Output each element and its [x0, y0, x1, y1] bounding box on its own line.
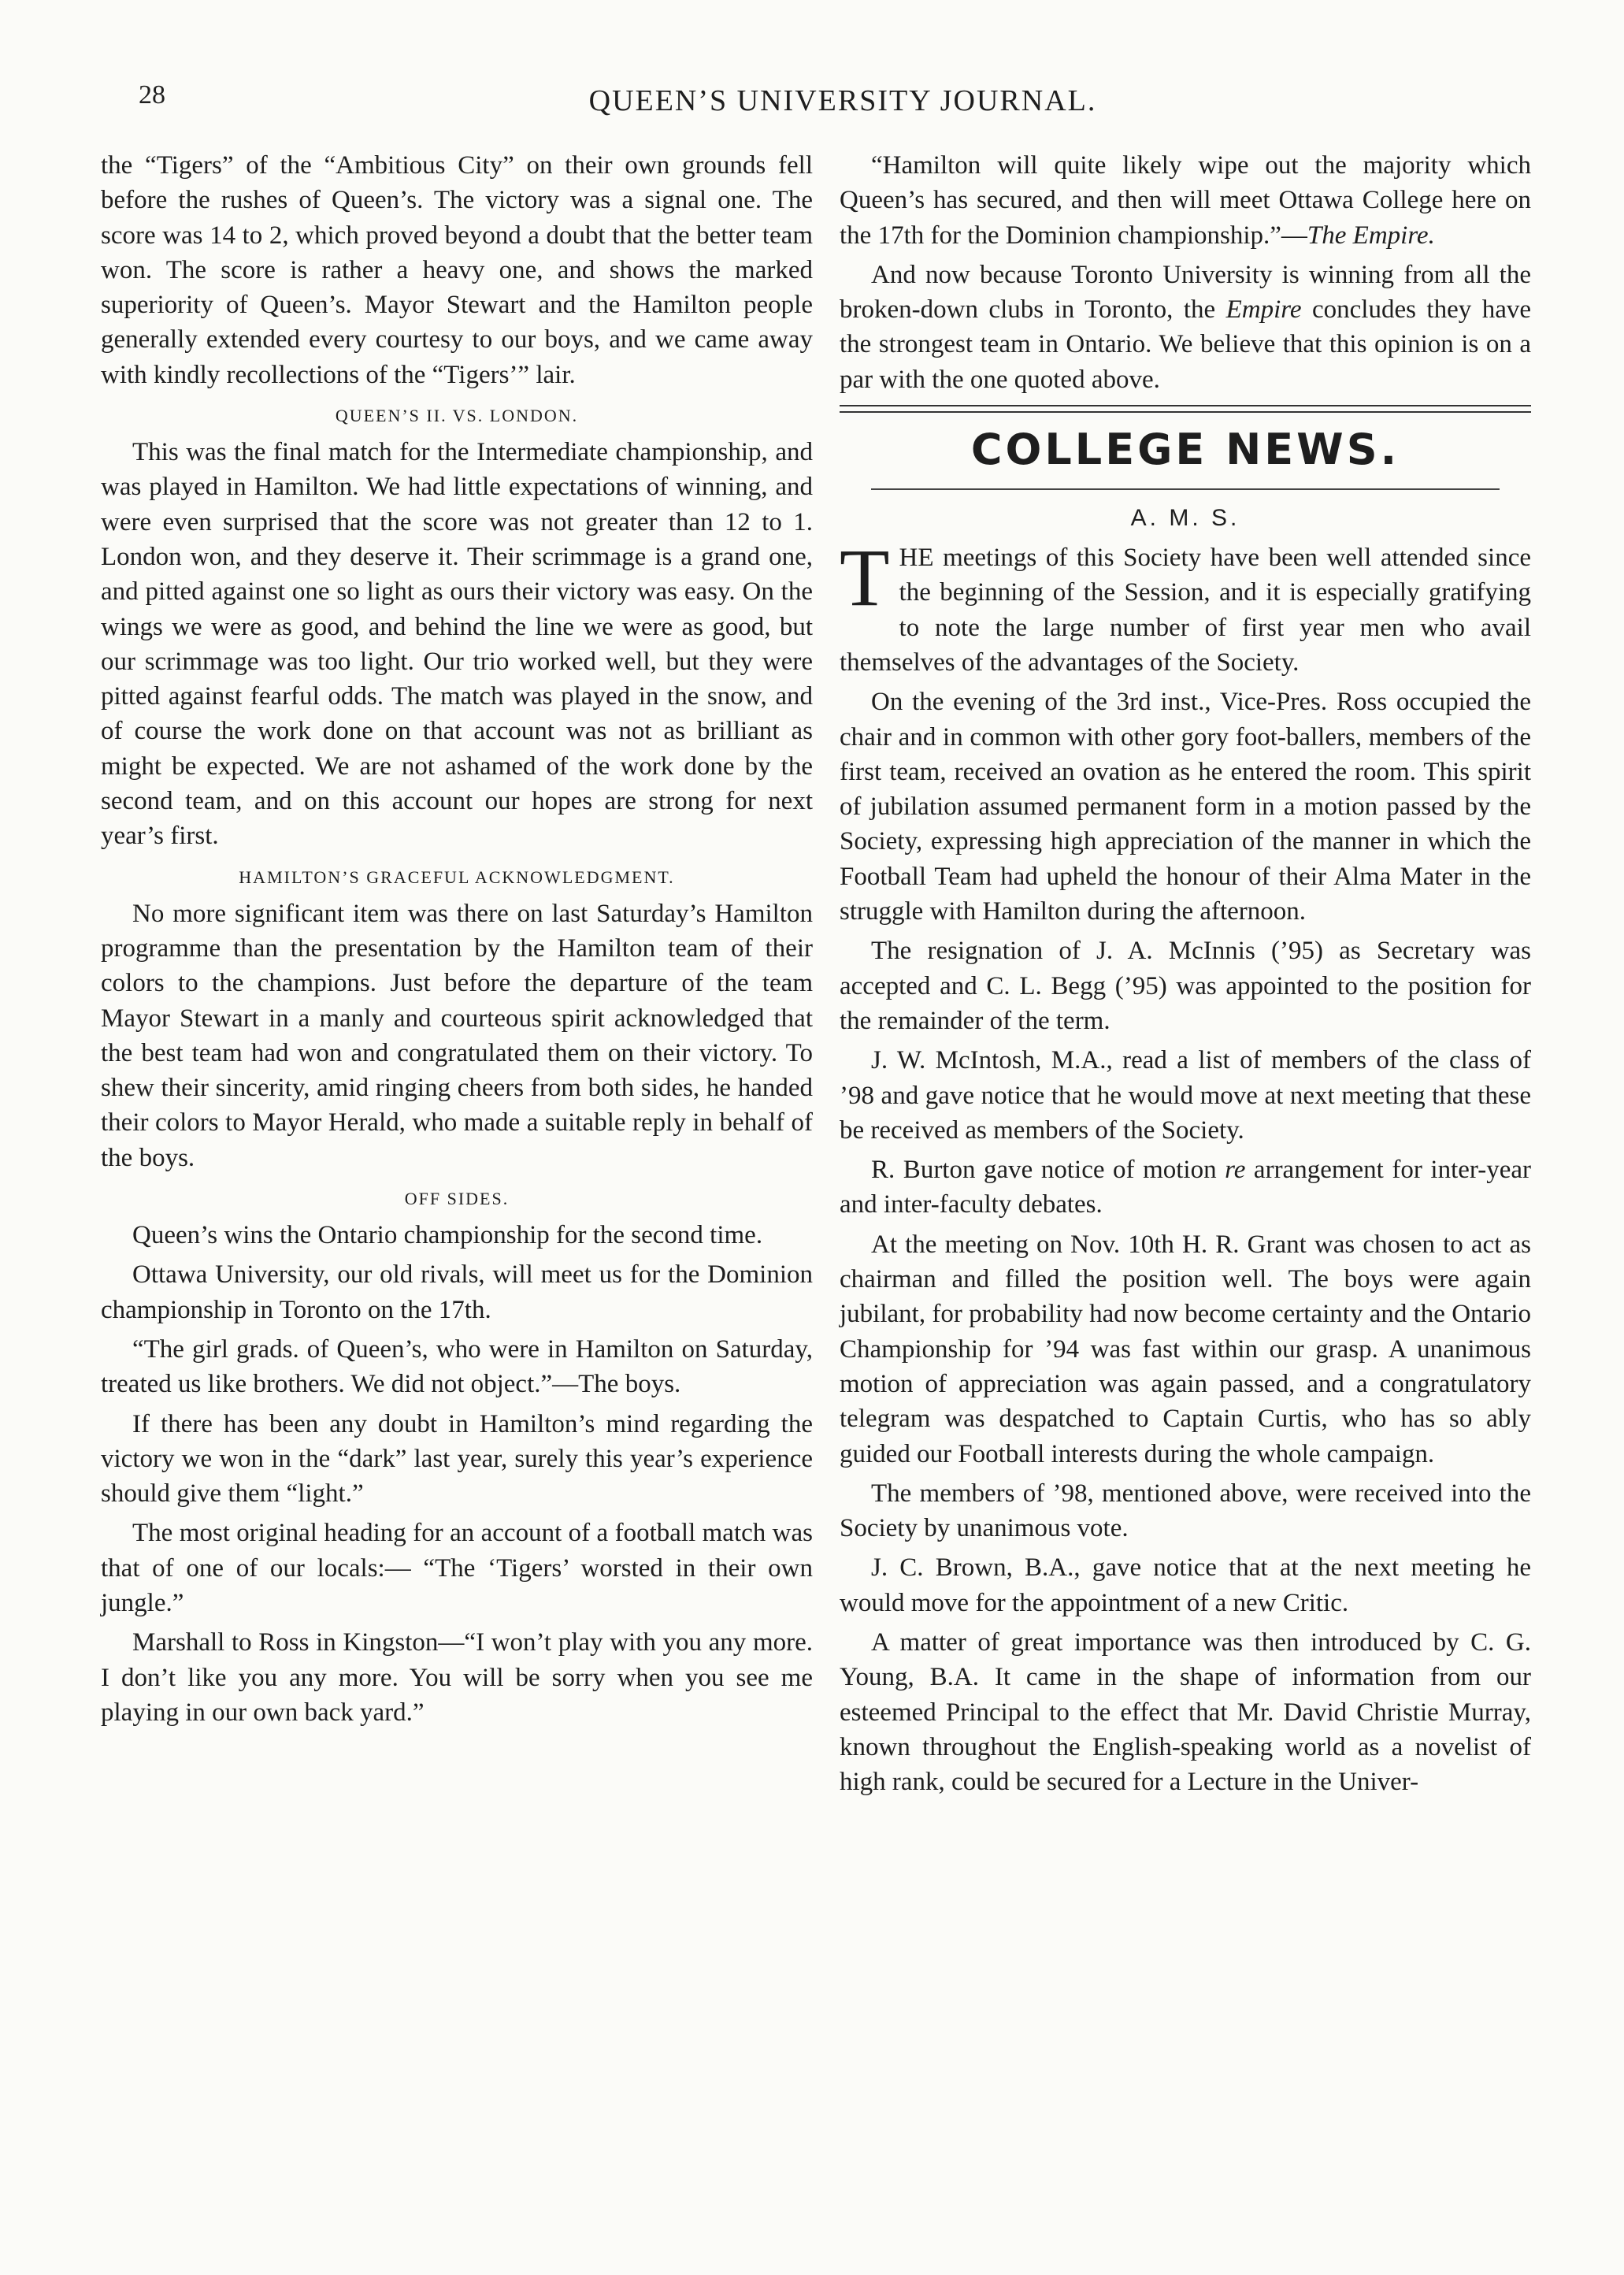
paragraph: A matter of great importance was then introduced by C. G. Young, B.A. It came in the shape of information from our esteemed Principal to the effect that Mr. David Christie Murray, known throughout the English-speaking world as a novelist of high rank, could be secured for a Lecture in the Univer-	[840, 1627, 1531, 1797]
page-number: 28	[139, 80, 165, 109]
paragraph: The members of ’98, mentioned above, were received into the Society by unanimous vote.	[840, 1479, 1531, 1543]
text-run: arrangement for inter-year and inter-faculty debates.	[840, 1156, 1531, 1219]
quote-source: The Empire.	[1307, 221, 1435, 250]
paragraph: No more significant item was there on last Saturday’s Hamilton programme than the presentation by the Hamilton team of their colors to the champions. Just before the departure of the team Mayor Stewart in a manly and courteous spirit acknowledged that the best team had won and congratulated them on their victory. To shew their sincerity, amid ringing cheers from both sides, he handed their colors to Mayor Herald, who made a suitable reply in behalf of the boys.	[101, 899, 813, 1172]
section-title-college-news: COLLEGE NEWS.	[970, 425, 1400, 475]
paragraph	[840, 148, 1531, 253]
paragraph: “The girl grads. of Queen’s, who were in Hamilton on Saturday, treated us like brothers. We did not object.”—The boys.	[101, 1334, 813, 1399]
paragraph: Queen’s wins the Ontario championship for the second time.	[132, 1221, 763, 1250]
paragraph: Marshall to Ross in Kingston—“I won’t play with you any more. I don’t like you any more. You will be sorry when you see me playing in our own back yard.”	[101, 1628, 813, 1727]
paragraph	[840, 258, 1531, 397]
italic-empire: Empire	[1225, 295, 1302, 325]
text-run: concludes they have the strongest team in Ontario. We believe that this opinion is on a par with the one quoted above.	[840, 295, 1532, 394]
paragraph: On the evening of the 3rd inst., Vice-Pres. Ross occupied the chair and in common with other gory foot-ballers, members of the first team, received an ovation as he entered the room. This spirit of jubilation assumed permanent form in a motion passed by the Society, expressing high appreciation of the manner in which the Football Team had upheld the honour of their Alma Mater in the struggle with Hamilton during the afternoon.	[840, 688, 1531, 926]
paragraph: J. W. McIntosh, M.A., read a list of members of the class of ’98 and gave notice that he would move at next meeting that these be received as members of the Society.	[840, 1046, 1531, 1145]
text-run: And now because Toronto University is winning from all the broken-down clubs in Toronto, the	[840, 260, 1531, 325]
paragraph: J. C. Brown, B.A., gave notice that at the next meeting he would move for the appointment of a new Critic.	[840, 1553, 1531, 1617]
paragraph: Ottawa University, our old rivals, will meet us for the Dominion championship in Toronto on the 17th.	[101, 1260, 813, 1324]
running-title: QUEEN’S UNIVERSITY JOURNAL.	[588, 84, 1097, 117]
subheading-queens-ii-vs-london: QUEEN’S II. VS. LONDON.	[335, 406, 579, 426]
text-run: R. Burton gave notice of motion	[871, 1156, 1225, 1185]
paragraph	[840, 533, 1531, 680]
paragraph: At the meeting on Nov. 10th H. R. Grant was chosen to act as chairman and filled the position well. The boys were again jubilant, for probability had now become certainty and the Ontario Championship for ’94 was fast within our grasp. A unanimous motion of appreciation was again passed, and a congratulatory telegram was despatched to Captain Curtis, who has so ably guided our Football interests during the whole campaign.	[840, 1230, 1531, 1468]
paragraph: If there has been any doubt in Hamilton’s mind regarding the victory we won in the “dark” last year, surely this year’s experience should give them “light.”	[101, 1409, 813, 1509]
subheading-ams: A. M. S.	[1130, 505, 1240, 532]
text-run: HE meetings of this Society have been well attended since the beginning of the Session, and it is especially gratifying to note the large number of first year men who avail themselves of the advantages of the Society.	[840, 544, 1531, 677]
paragraph: the “Tigers” of the “Ambitious City” on their own grounds fell before the rushes of Queen’s. The victory was a signal one. The score was 14 to 2, which proved beyond a doubt that the better team won. The score is rather a heavy one, and shows the marked superiority of Queen’s. Mayor Stewart and the Hamilton people generally extended every courtesy to our boys, and we came away with kindly recollections of the “Tigers’” lair.	[101, 151, 813, 389]
italic-re: re	[1225, 1156, 1246, 1185]
paragraph	[840, 1152, 1531, 1223]
rule-divider	[871, 488, 1500, 490]
drop-cap: T	[840, 533, 890, 624]
paragraph: The resignation of J. A. McInnis (’95) as Secretary was accepted and C. L. Begg (’95) was appointed to the position for the remainder of the term.	[840, 937, 1531, 1035]
paragraph: The most original heading for an account of a football match was that of one of our locals:— “The ‘Tigers’ worsted in their own jungle.”	[101, 1519, 813, 1617]
subheading-off-sides: OFF SIDES.	[404, 1189, 510, 1209]
paragraph: This was the final match for the Intermediate championship, and was played in Hamilton. We had little expectations of winning, and were even surprised that the score was not greater than 12 to 1. London won, and they deserve it. Their scrimmage is a grand one, and pitted against one so light as ours their victory was easy. On the wings we were as good, and behind the line we were as good, but our scrimmage was too light. Our trio worked well, but they were pitted against fearful odds. The match was played in the snow, and of course the work done on that account was not as brilliant as might be expected. We are not ashamed of the work done by the second team, and on this account our hopes are strong for next year’s first.	[101, 438, 813, 851]
double-rule-divider	[840, 405, 1531, 413]
right-column	[840, 148, 1531, 1804]
quote-text: “Hamilton will quite likely wipe out the majority which Queen’s has secured, and then will meet Ottawa College here on the 17th for the Dominion championship.”—	[840, 151, 1531, 250]
subheading-hamiltons-acknowledgment: HAMILTON’S GRACEFUL ACKNOWLEDGMENT.	[239, 867, 675, 887]
left-column	[101, 148, 813, 1735]
